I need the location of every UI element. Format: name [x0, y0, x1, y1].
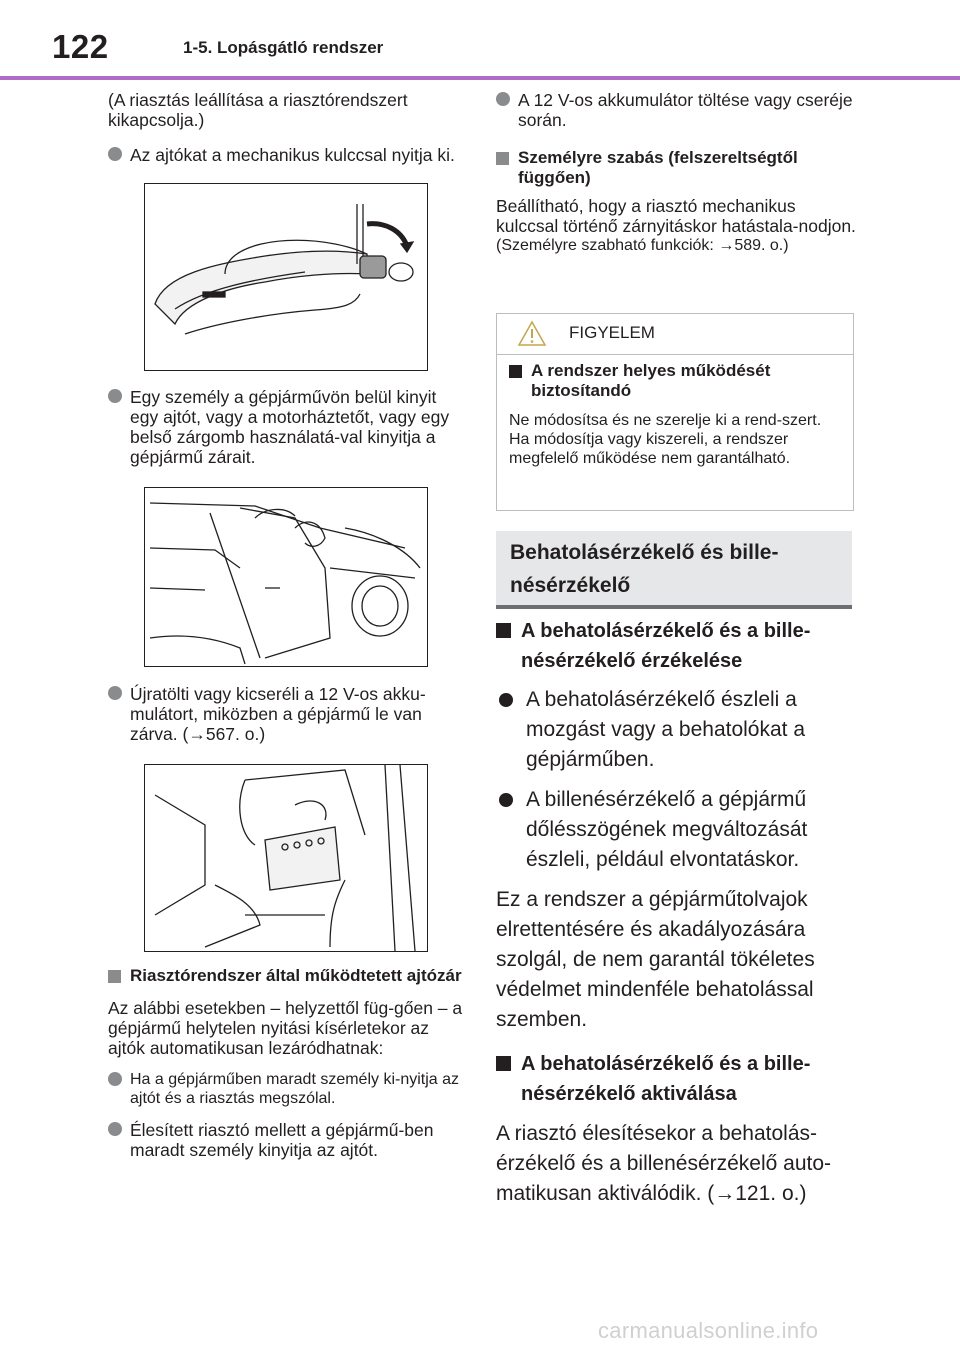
bullet-icon — [108, 147, 122, 161]
warning-triangle-icon — [517, 320, 547, 347]
subheading-text: A behatolásérzékelő és a bille-nésérzékelő aktiválása — [521, 1053, 811, 1105]
right-lower-content — [496, 616, 856, 1209]
list-item — [108, 145, 466, 165]
subheading-text: Riasztórendszer által működtetett ajtózár — [130, 966, 462, 985]
header-rule — [0, 76, 960, 80]
right-column — [496, 90, 856, 255]
warning-box — [496, 313, 854, 511]
paragraph: Beállítható, hogy a riasztó mechanikus kulccsal történő zárnyitáskor hatástala-nodjon. — [496, 196, 856, 236]
watermark: carmanualsonline.info — [598, 1318, 819, 1343]
paragraph: Az alábbi esetekben – helyzettől füg-gően – a gépjármű helytelen nyitási kísérletekor az ajtók automatikusan lezáródhatnak: — [108, 998, 463, 1058]
square-bullet-icon — [496, 152, 509, 165]
square-bullet-icon — [108, 970, 121, 983]
bullet-icon — [108, 389, 122, 403]
list-item — [108, 684, 466, 744]
section-heading — [496, 531, 852, 609]
bullet-icon — [499, 693, 513, 707]
list-item-text: A 12 V-os akkumulátor töltése vagy cseréje során. — [518, 90, 853, 130]
subheading — [496, 1049, 856, 1109]
paragraph: Ez a rendszer a gépjárműtolvajok elrettentésére és akadályozására szolgál, de nem garantál tökéletes védelmet mindenféle behatolással szemben. — [496, 888, 815, 1031]
list-item-text: A billenésérzékelő a gépjármű dőlésszögének megváltozását észleli, például elvontatáskor. — [526, 788, 808, 871]
list-item-text: Egy személy a gépjárművön belül kinyit egy ajtót, vagy a motorháztetőt, vagy egy belső zárgomb használatá-val kinyitja a gépjármű zárait. — [130, 387, 450, 467]
subheading-text: Személyre szabás (felszereltségtől függően) — [518, 148, 798, 187]
list-item — [108, 1120, 466, 1160]
bullet-icon — [499, 793, 513, 807]
bullet-icon — [108, 1072, 122, 1086]
subheading — [496, 148, 856, 188]
bullet-icon — [108, 1122, 122, 1136]
subheading — [108, 966, 466, 986]
warning-header — [497, 314, 853, 355]
square-bullet-icon — [496, 623, 511, 638]
person-opening-door-illustration — [144, 487, 428, 667]
list-item-text: Újratölti vagy kicseréli a 12 V-os akku-mulátort, miközben a gépjármű le van zárva. (→567. o.) — [130, 684, 426, 744]
list-item-text: Ha a gépjárműben maradt személy ki-nyitja az ajtót és a riasztás megszólal. — [130, 1071, 460, 1107]
section-heading-text: Behatolásérzékelő és bille-nésérzékelő — [510, 541, 779, 597]
subheading-text: A behatolásérzékelő és a bille-nésérzékelő érzékelése — [521, 620, 811, 672]
door-handle-key-illustration — [144, 183, 428, 371]
list-item-text: Az ajtókat a mechanikus kulccsal nyitja ki. — [130, 145, 455, 165]
list-item — [496, 785, 856, 875]
battery-replacement-illustration — [144, 764, 428, 952]
left-column — [108, 90, 466, 1160]
bullet-icon — [496, 92, 510, 106]
list-item-text: Élesített riasztó mellett a gépjármű-ben maradt személy kinyitja az ajtót. — [130, 1120, 434, 1160]
subheading — [496, 616, 856, 676]
list-item — [496, 685, 856, 775]
warning-text: Ne módosítsa és ne szerelje ki a rend-szert. Ha módosítja vagy kiszereli, a rendszer megfelelő működése nem garantálható. — [509, 412, 822, 467]
warning-title: FIGYELEM — [569, 323, 655, 342]
page-reference: (Személyre szabható funkciók: →589. o.) — [496, 237, 789, 254]
paragraph: A riasztó élesítésekor a behatolás-érzékelő és a billenésérzékelő auto-matikusan aktiválódik. (→121. o.) — [496, 1122, 832, 1205]
subheading-text: A rendszer helyes működését biztosítandó — [531, 361, 771, 400]
section-title: 1-5. Lopásgátló rendszer — [183, 38, 384, 57]
square-bullet-icon — [496, 1056, 511, 1071]
bullet-icon — [108, 686, 122, 700]
page-number: 122 — [52, 28, 109, 65]
warning-subheading — [509, 361, 841, 401]
square-bullet-icon — [509, 365, 522, 378]
intro-text: (A riasztás leállítása a riasztórendszert kikapcsolja.) — [108, 90, 408, 130]
list-item — [108, 1070, 466, 1108]
list-item-text: A behatolásérzékelő észleli a mozgást vagy a behatolókat a gépjárműben. — [526, 688, 806, 771]
list-item — [496, 90, 856, 130]
list-item — [108, 387, 466, 467]
